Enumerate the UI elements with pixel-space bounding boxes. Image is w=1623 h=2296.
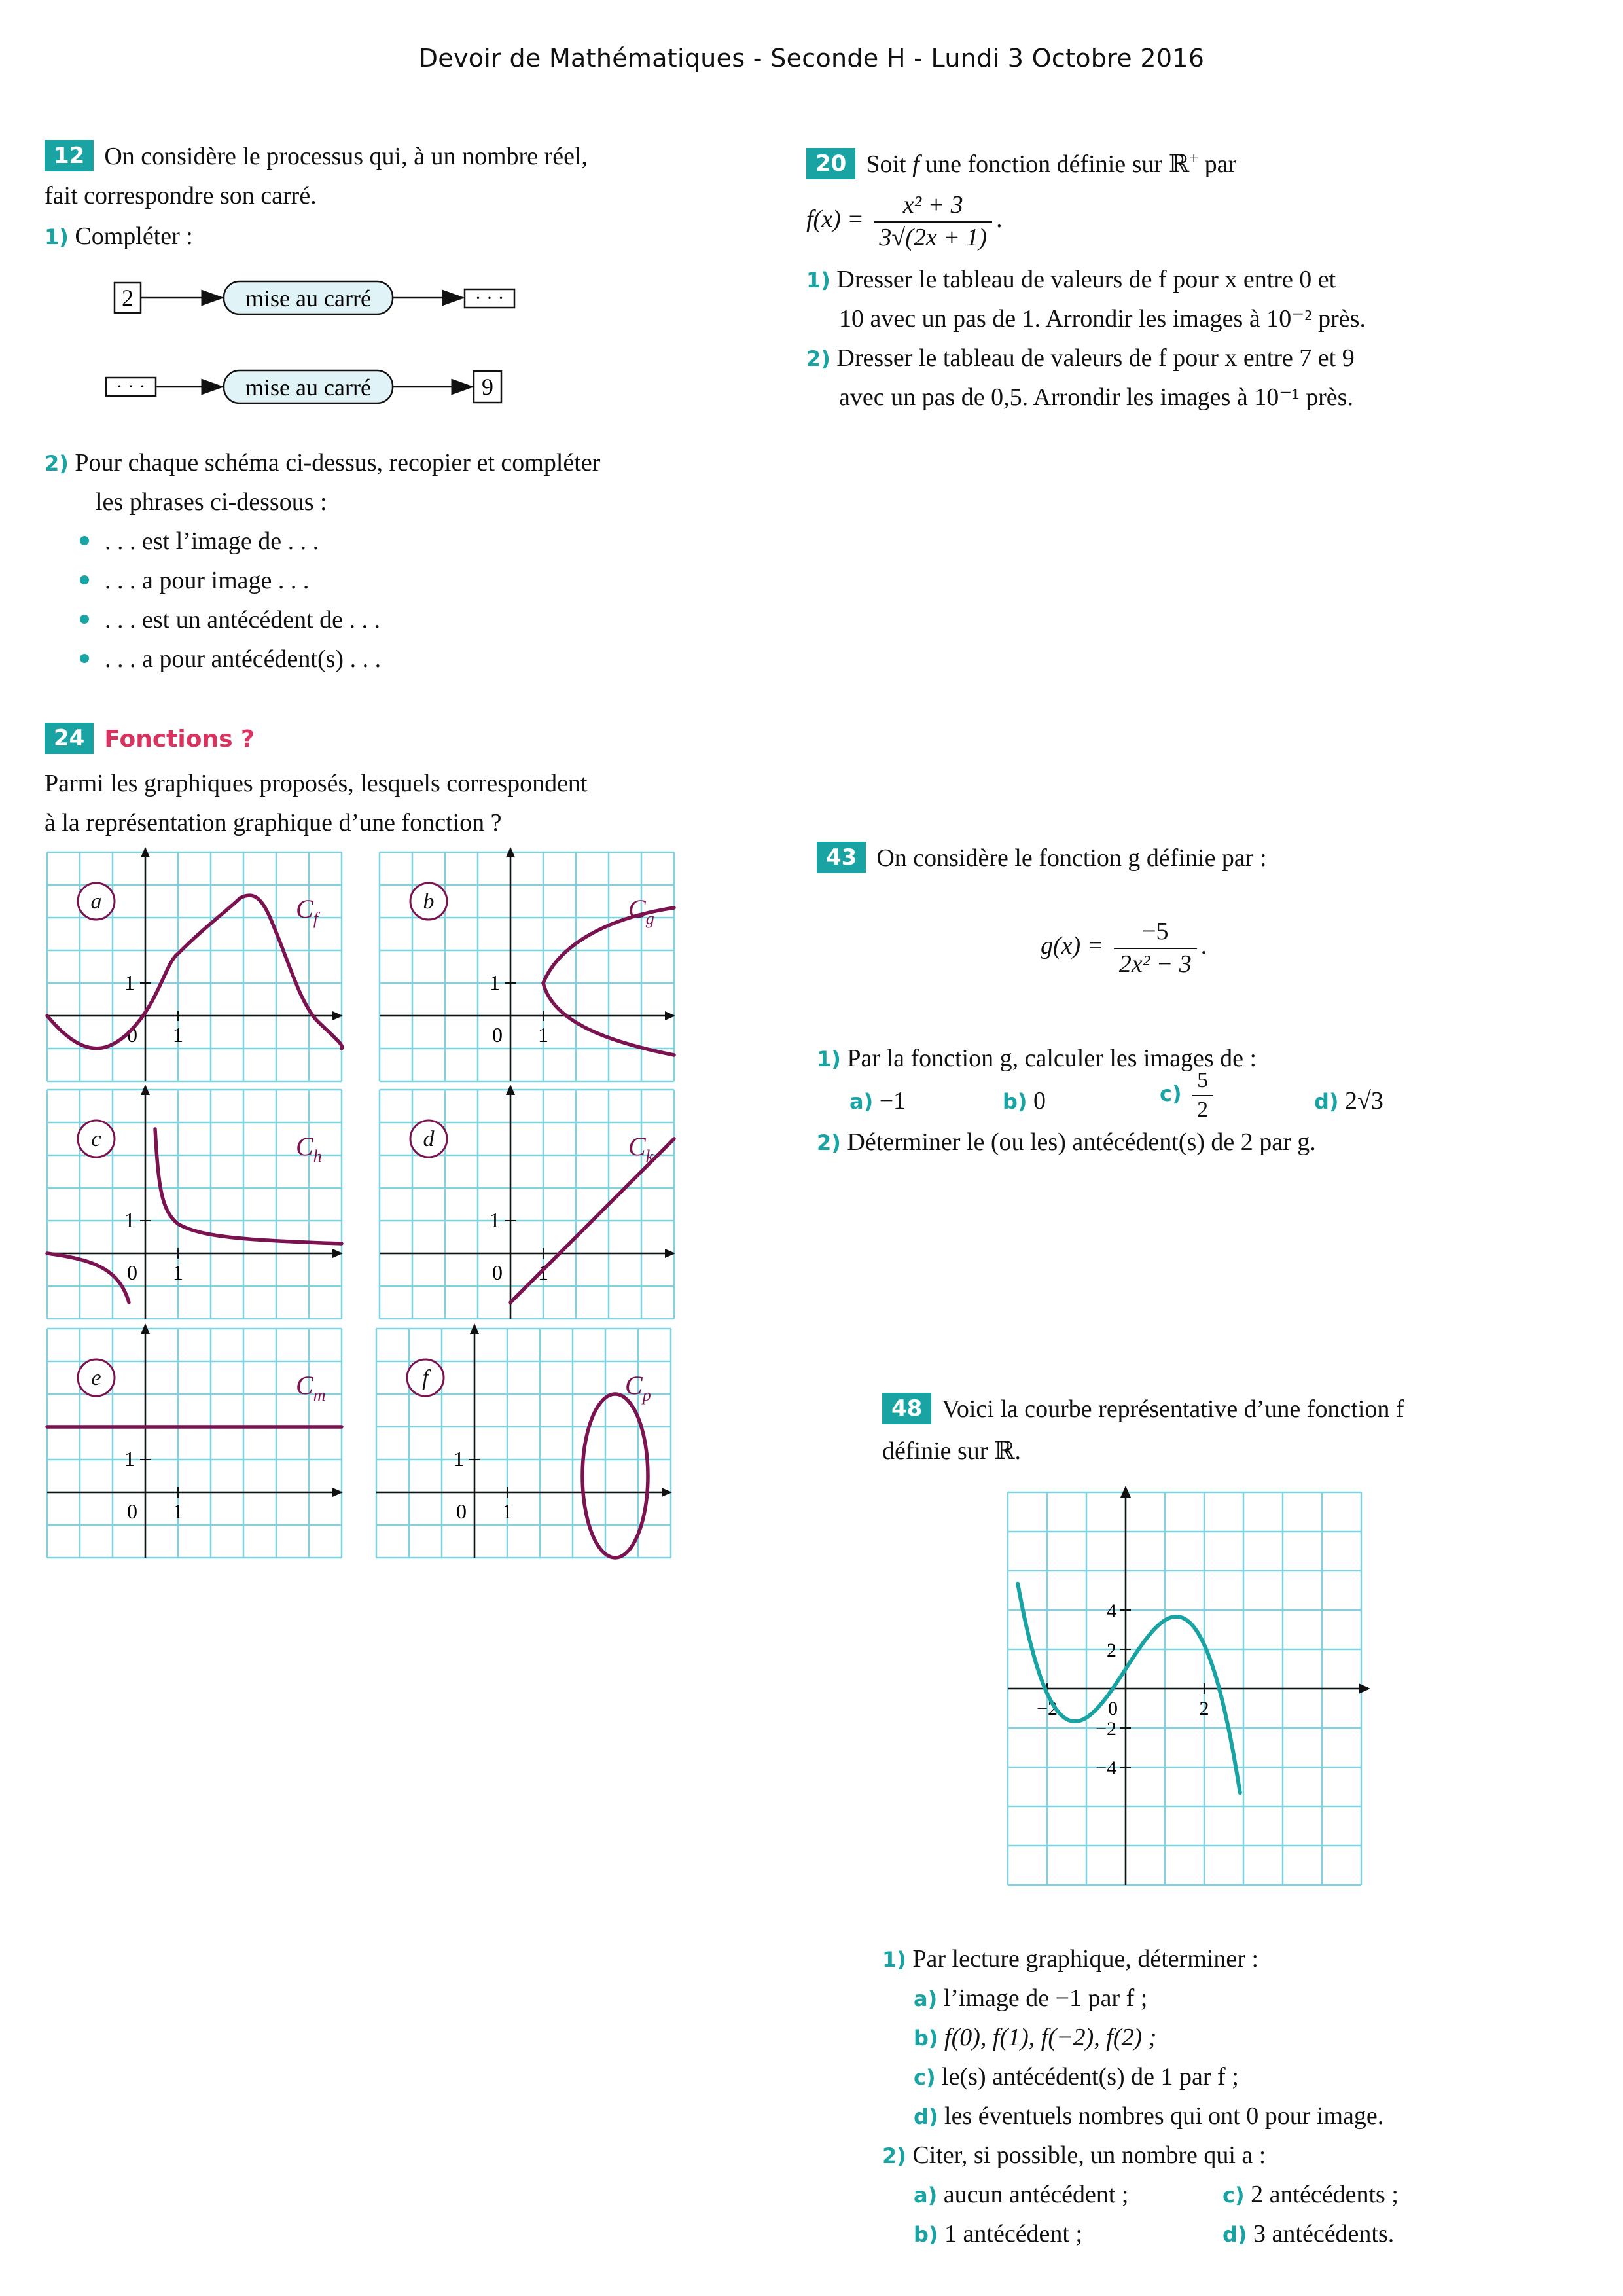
y-tick-label: 1 (124, 1447, 135, 1471)
graph-letter: f (422, 1366, 429, 1390)
question-text: Par la fonction g, calculer les images de : (847, 1045, 1257, 1072)
origin-label: 0 (127, 1023, 137, 1047)
list-item: . . . est l’image de . . . (80, 524, 319, 560)
exercise-text: On considère le fonction g définie par : (876, 844, 1267, 872)
formula-denominator: 3√(2x + 1) (879, 223, 988, 251)
exercise-text: définie sur ℝ. (882, 1437, 1022, 1465)
list-item: a) aucun antécédent ; (914, 2181, 1129, 2208)
curve-label: $C_p$ (625, 1371, 651, 1405)
y-tick-label: 1 (124, 1208, 135, 1232)
list-item: d) les éventuels nombres qui ont 0 pour image. (914, 2102, 1384, 2130)
formula-numerator: x² + 3 (874, 190, 992, 223)
x-tick-label: 1 (173, 1261, 183, 1284)
choice-b: b) 0 (1003, 1087, 1046, 1115)
y-tick-label: 1 (124, 971, 135, 994)
origin-label: 0 (492, 1023, 503, 1047)
input-value: · · · (116, 376, 146, 397)
input-value: 2 (122, 285, 134, 311)
x-tick-label: 1 (173, 1499, 183, 1523)
question-text: Citer, si possible, un nombre qui a : (912, 2142, 1266, 2169)
curve-label: $C_h$ (296, 1132, 322, 1166)
formula-denominator: 2x² − 3 (1118, 950, 1192, 978)
output-value: 9 (482, 374, 493, 400)
process-label: mise au carré (245, 285, 371, 312)
list-item: c) 2 antécédents ; (1222, 2181, 1399, 2208)
formula: f(x) = $\frac{\text{x² + 3}}{3√(2x + 1)}$ . (806, 190, 1003, 253)
exercise-number: 20 (806, 148, 855, 179)
exercise-title: Fonctions ? (104, 726, 255, 753)
list-item: a) l’image de −1 par f ; (914, 1984, 1148, 2012)
x-tick-label: 2 (1199, 1698, 1209, 1719)
graph-48 (1008, 1486, 1370, 1885)
y-tick-label: 1 (490, 971, 500, 994)
question-text: Dresser le tableau de valeurs de f pour x entre 0 et (836, 266, 1336, 293)
formula: g(x) = $\frac{-5}{\text{2x² − 3}}$ . (1041, 916, 1207, 980)
question-text: les phrases ci-dessous : (96, 488, 327, 516)
y-tick-label: −4 (1096, 1757, 1116, 1779)
list-item: . . . a pour image . . . (80, 563, 309, 599)
list-item: b) 1 antécédent ; (914, 2220, 1083, 2248)
exercise-text: Voici la courbe représentative d’une fonction f (942, 1395, 1404, 1423)
exercise-text: On considère le processus qui, à un nombre réel, (104, 143, 588, 170)
list-item: . . . a pour antécédent(s) . . . (80, 641, 381, 677)
question-label: 1) (45, 224, 69, 249)
curve-label: $C_m$ (296, 1371, 326, 1405)
curve-label: $C_f$ (296, 894, 318, 928)
process-label: mise au carré (245, 374, 371, 401)
origin-label: 0 (127, 1499, 137, 1523)
list-item: d) 3 antécédents. (1222, 2220, 1395, 2248)
question-label: 2) (45, 451, 69, 476)
exercise-number: 48 (882, 1393, 931, 1424)
exercise-text: Parmi les graphiques proposés, lesquels correspondent (45, 770, 588, 797)
question-label: 2) (817, 1130, 841, 1155)
origin-label: 0 (492, 1261, 503, 1284)
origin-label: 0 (1108, 1698, 1118, 1719)
curve-label: $C_g$ (628, 894, 654, 928)
x-tick-label: 1 (502, 1499, 512, 1523)
question-label: 1) (817, 1047, 841, 1071)
question-text: avec un pas de 0,5. Arrondir les images à 10⁻¹ près. (839, 384, 1353, 411)
question-text: Compléter : (75, 223, 193, 250)
y-tick-label: 4 (1107, 1600, 1116, 1622)
graph-letter: c (91, 1127, 101, 1151)
question-label: 2) (882, 2144, 906, 2168)
origin-label: 0 (456, 1499, 467, 1523)
list-item: . . . est un antécédent de . . . (80, 602, 380, 638)
list-item: c) le(s) antécédent(s) de 1 par f ; (914, 2063, 1239, 2090)
x-tick-label: 1 (538, 1261, 548, 1284)
x-tick-label: 1 (173, 1023, 183, 1047)
graph-letter: d (423, 1127, 435, 1151)
exercise-number: 12 (45, 140, 94, 171)
y-tick-label: 1 (454, 1447, 464, 1471)
y-tick-label: 1 (490, 1208, 500, 1232)
y-tick-label: 2 (1107, 1640, 1116, 1661)
graph-letter: b (423, 889, 435, 914)
curve-label: $C_k$ (628, 1132, 654, 1166)
exercise-text: à la représentation graphique d’une fonction ? (45, 809, 502, 836)
exercise-number: 43 (817, 842, 866, 873)
formula-numerator: −5 (1114, 916, 1197, 949)
list-item: b) f(0), f(1), f(−2), f(2) ; (914, 2024, 1157, 2051)
graph-letter: a (90, 889, 102, 914)
question-label: 1) (806, 268, 830, 293)
x-tick-label: 1 (538, 1023, 548, 1047)
question-text: Par lecture graphique, déterminer : (912, 1945, 1258, 1973)
question-label: 1) (882, 1947, 906, 1972)
question-text: Déterminer le (ou les) antécédent(s) de 2 par g. (847, 1128, 1316, 1156)
output-value: · · · (474, 287, 505, 309)
question-label: 2) (806, 346, 830, 371)
y-tick-label: −2 (1096, 1718, 1116, 1740)
question-text: Pour chaque schéma ci-dessus, recopier et compléter (75, 449, 601, 476)
page-header: Devoir de Mathématiques - Seconde H - Lundi 3 Octobre 2016 (418, 44, 1205, 73)
origin-label: 0 (127, 1261, 137, 1284)
question-text: 10 avec un pas de 1. Arrondir les images à 10⁻² près. (839, 305, 1366, 332)
x-tick-label: −2 (1037, 1698, 1058, 1719)
question-text: Dresser le tableau de valeurs de f pour x entre 7 et 9 (836, 344, 1355, 372)
choice-c: c) $\frac{5}{2}$ (1160, 1067, 1217, 1124)
graph-letter: e (91, 1366, 101, 1390)
x-axis-arrow-icon (1359, 1683, 1370, 1694)
exercise-number: 24 (45, 723, 94, 754)
exercise-text: fait correspondre son carré. (45, 182, 317, 209)
choice-a: a) −1 (849, 1087, 906, 1115)
choice-d: d) 2√3 (1314, 1087, 1383, 1115)
